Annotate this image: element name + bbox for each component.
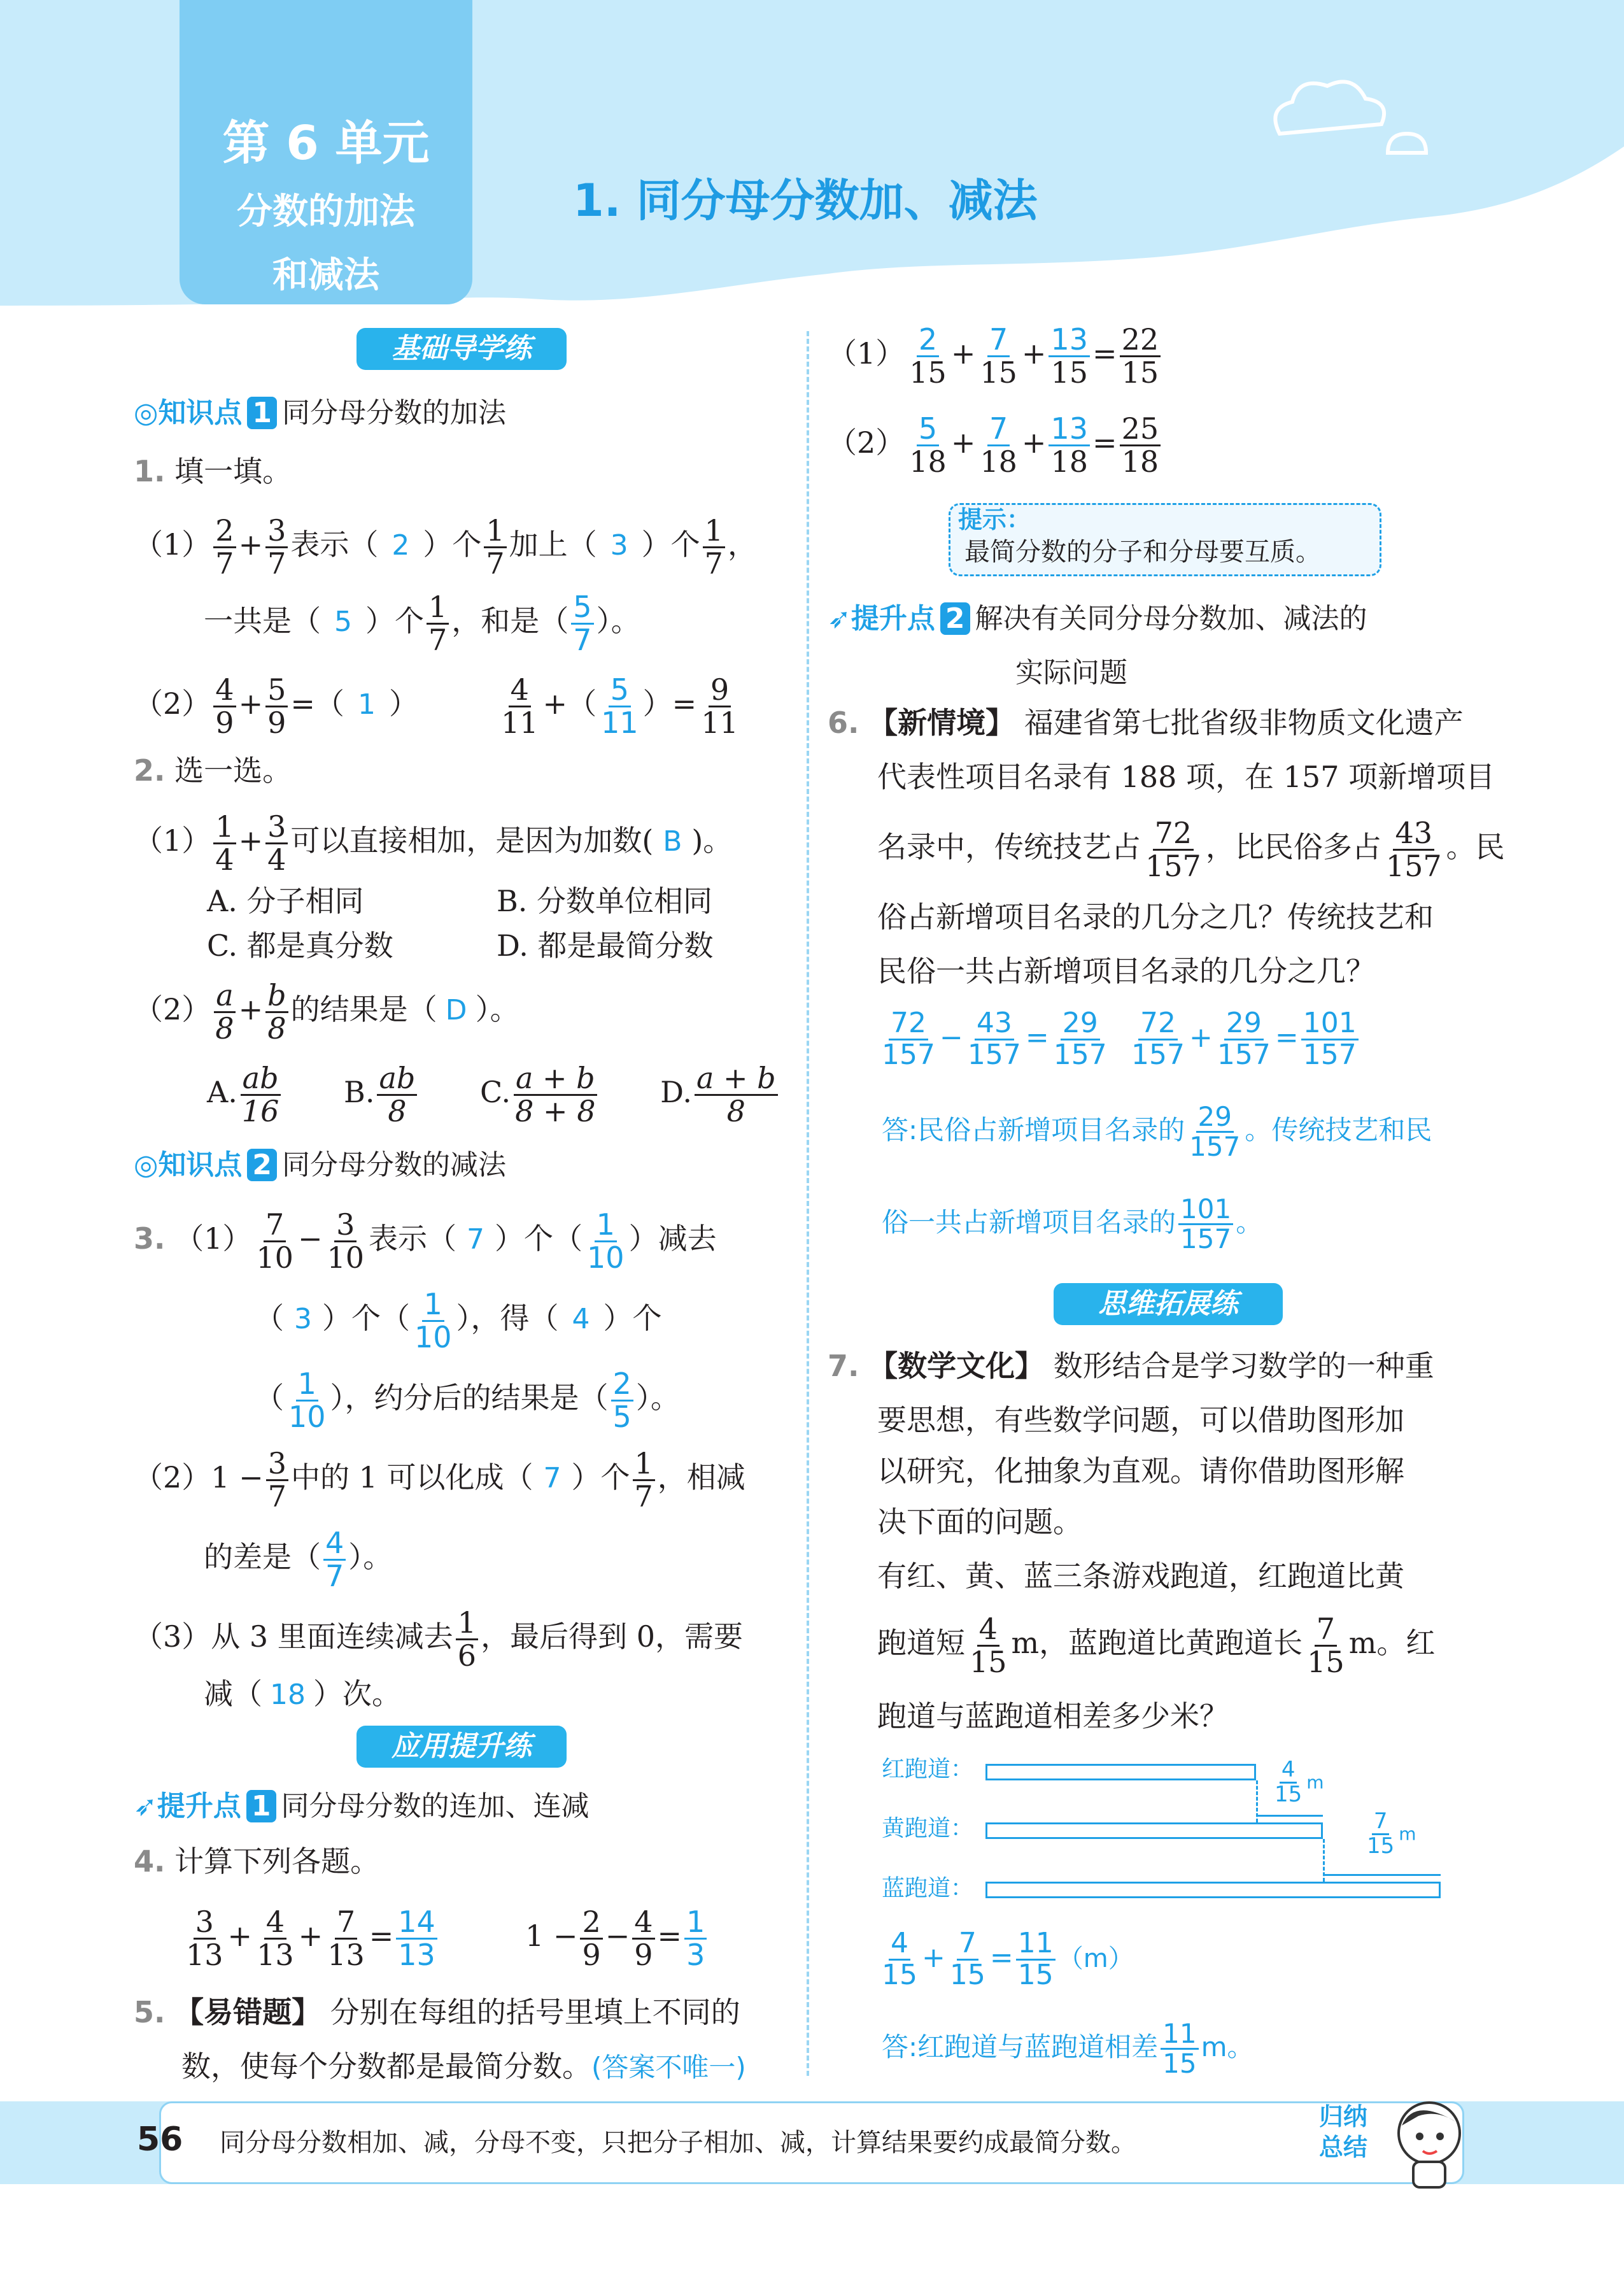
summary-badge: 归纳 总结 [1318,2103,1367,2161]
lane-bar-blue [985,1882,1441,1898]
q4-expression-2: 1 − $\frac{2}{9}$ − $\frac{4}{9}$ = $\frac{1}{3}$ [525,1901,709,1971]
lane-label-red: 红跑道： [882,1756,974,1782]
q4-expression-1: $\frac{3}{13}$ + $\frac{4}{13}$ + $\frac{7}{13}$ = $\frac{14}{13}$ [181,1901,440,1971]
diff-label-2: $\frac{7}{15}$ m [1367,1808,1416,1859]
q2-option-b: B. 分数单位相同 [497,884,713,918]
q5-line2: 数，使每个分数都是最简分数。(答案不唯一) [181,2049,746,2084]
q7-line4: 决下面的问题。 [877,1505,1082,1539]
q4-number: 4. [134,1844,166,1878]
q7-line7: 跑道与蓝跑道相差多少米？ [877,1699,1229,1733]
q7-line6: 跑道短 $\frac{4}{15}$ m，蓝跑道比黄跑道长 $\frac{7}{15}$ m。红 [877,1612,1436,1679]
tip-label: 提示： [958,506,1031,534]
q6-line4: 俗占新增项目名录的几分之几？传统技艺和 [877,900,1434,934]
q6-line2: 代表性项目名录有 188 项，在 157 项新增项目 [877,760,1495,794]
q1-part1-line2: 一共是（ 5 ）个 $\frac{1}{7}$ ，和是（ $\frac{5}{7}$ ）。 [204,590,640,657]
q6-answer-line2: 俗一共占新增项目名录的 $\frac{101}{157}$ 。 [882,1193,1263,1254]
unit-subtitle-2: 和减法 [272,255,379,296]
q7-work: $\frac{4}{15}$ + $\frac{7}{15}$ = $\frac{11}{15}$ （m） [882,1927,1134,1991]
q2-option-a: A. 分子相同 [207,884,364,918]
q3-part1-line3: （ $\frac{1}{10}$ ），约分后的结果是（ $\frac{2}{5}$ ）。 [255,1367,680,1434]
section-banner-basic: 基础导学练 [357,328,567,370]
section-banner-apply: 应用提升练 [357,1726,567,1768]
footer-summary: 同分母分数相加、减，分母不变，只把分子相加、减，计算结果要约成最简分数。 [220,2128,1136,2157]
q6-line3: 名录中，传统技艺占 $\frac{72}{157}$ ，比民俗多占 $\frac{43}{157}$ 。民 [877,816,1505,883]
improvement-point-2: ➶提升点 2 解决有关同分母分数加、减法的 [828,602,1367,635]
page-title: 1. 同分母分数加、减法 [573,174,1038,227]
target-icon: ◎ [134,1149,159,1181]
lane-label-blue: 蓝跑道： [882,1875,974,1901]
rocket-icon: ➶ [828,602,851,635]
knowledge-point-2: ◎知识点 2 同分母分数的减法 [134,1149,507,1181]
improvement-point-1: ➶提升点 1 同分母分数的连加、连减 [134,1790,590,1822]
q2-option-d: D. 都是最简分数 [497,928,714,963]
diff-bracket-2 [1324,1874,1441,1876]
q2-part2: （2） $\frac{a}{8}$ + $\frac{b}{8}$ 的结果是（ D ）。 [134,978,519,1046]
q5-note: (答案不唯一) [591,2052,746,2083]
unit-subtitle-1: 分数的加法 [237,191,415,232]
section-banner-think: 思维拓展练 [1054,1283,1283,1325]
q3-part2-line2: 的差是（ $\frac{4}{7}$ ）。 [204,1526,393,1593]
q6-answer-line1: 答:民俗占新增项目名录的 $\frac{29}{157}$ 。传统技艺和民 [882,1100,1432,1162]
diff-bracket-1 [1257,1815,1323,1817]
page-number: 56 [137,2120,183,2159]
q7-line1: 7. 【数学文化】 数形结合是学习数学的一种重 [828,1349,1434,1383]
q6-line1: 6. 【新情境】 福建省第七批省级非物质文化遗产 [828,706,1464,740]
q1-part2: （2） $\frac{4}{9}$ + $\frac{5}{9}$ =（ 1 ） [134,672,418,740]
lane-bar-red [985,1764,1256,1780]
q7-answer: 答:红跑道与蓝跑道相差 $\frac{11}{15}$ m。 [882,2017,1254,2079]
lane-label-yellow: 黄跑道： [882,1815,974,1842]
q7-line5: 有红、黄、蓝三条游戏跑道，红跑道比黄 [877,1559,1404,1593]
improvement-point-2-line2: 实际问题 [1015,657,1127,689]
q1-number: 1. [134,454,166,488]
q6-work-1: $\frac{72}{157}$ − $\frac{43}{157}$ = $\frac{29}{157}$ [882,1007,1107,1071]
target-icon: ◎ [134,397,159,429]
q3-part1-line1: 3. （1） $\frac{7}{10}$ − $\frac{3}{10}$ 表示（ 7 ）个（ $\frac{1}{10}$ ）减去 [134,1207,717,1275]
q2-part2-options: A. $\frac{ab}{16}$ B. $\frac{ab}{8}$ C. $\frac{a + b}{8 + 8}$ D. $\frac{a + b}{8}$ [207,1057,780,1127]
q1-part2-b: $\frac{4}{11}$ +（ $\frac{5}{11}$ ）= $\frac{9}{11}$ [501,672,738,740]
diff-label-1: $\frac{4}{15}$ m [1274,1757,1324,1807]
q2-number: 2. [134,753,166,788]
tip-text: 最简分数的分子和分母要互质。 [964,537,1321,567]
q2-option-c: C. 都是真分数 [207,928,393,963]
unit-number: 第 6 单元 [222,116,430,171]
q5-row2: （2） $\frac{5}{18}$ + $\frac{7}{18}$ + $\frac{13}{18}$ = $\frac{25}{18}$ [828,404,1163,481]
q1-title: 填一填。 [174,454,292,488]
column-divider [807,331,809,2076]
knowledge-point-1: ◎知识点 1 同分母分数的加法 [134,397,507,429]
q2-title: 选一选。 [174,753,292,788]
q2-part1: （1） $\frac{1}{4}$ + $\frac{3}{4}$ 可以直接相加，是因为加数( B )。 [134,809,733,877]
q5-line1: 5. 【易错题】 分别在每组的括号里填上不同的 [134,1995,740,2029]
q6-line5: 民俗一共占新增项目名录的几分之几？ [877,954,1375,988]
q4-title: 计算下列各题。 [174,1844,380,1878]
q7-line2: 要思想，有些数学问题，可以借助图形加 [877,1403,1404,1437]
q1-part1-line1: （1） $\frac{2}{7}$ + $\frac{3}{7}$ 表示（ 2 ）个 $\frac{1}{7}$ 加上（ 3 ）个 $\frac{1}{7}$ ， [134,513,757,581]
q3-part3-line1: （3）从 3 里面连续减去 $\frac{1}{6}$ ，最后得到 0，需要 [134,1605,743,1673]
q3-part2-line1: （2）1 − $\frac{3}{7}$ 中的 1 可以化成（ 7 ）个 $\frac{1}{7}$ ，相减 [134,1446,745,1514]
mascot-icon [1388,2095,1471,2190]
q3-part1-line2: （ 3 ）个（ $\frac{1}{10}$ ），得（ 4 ）个 [255,1287,662,1354]
rocket-icon: ➶ [134,1790,157,1822]
q5-row1: （1） $\frac{2}{15}$ + $\frac{7}{15}$ + $\frac{13}{15}$ = $\frac{22}{15}$ [828,315,1163,392]
lane-bar-yellow [985,1822,1323,1839]
q7-line3: 以研究，化抽象为直观。请你借助图形解 [877,1454,1404,1488]
q6-work-2: $\frac{72}{157}$ + $\frac{29}{157}$ = $\frac{101}{157}$ [1127,1000,1361,1076]
q3-part3-line2: 减（ 18 ）次。 [204,1677,401,1711]
